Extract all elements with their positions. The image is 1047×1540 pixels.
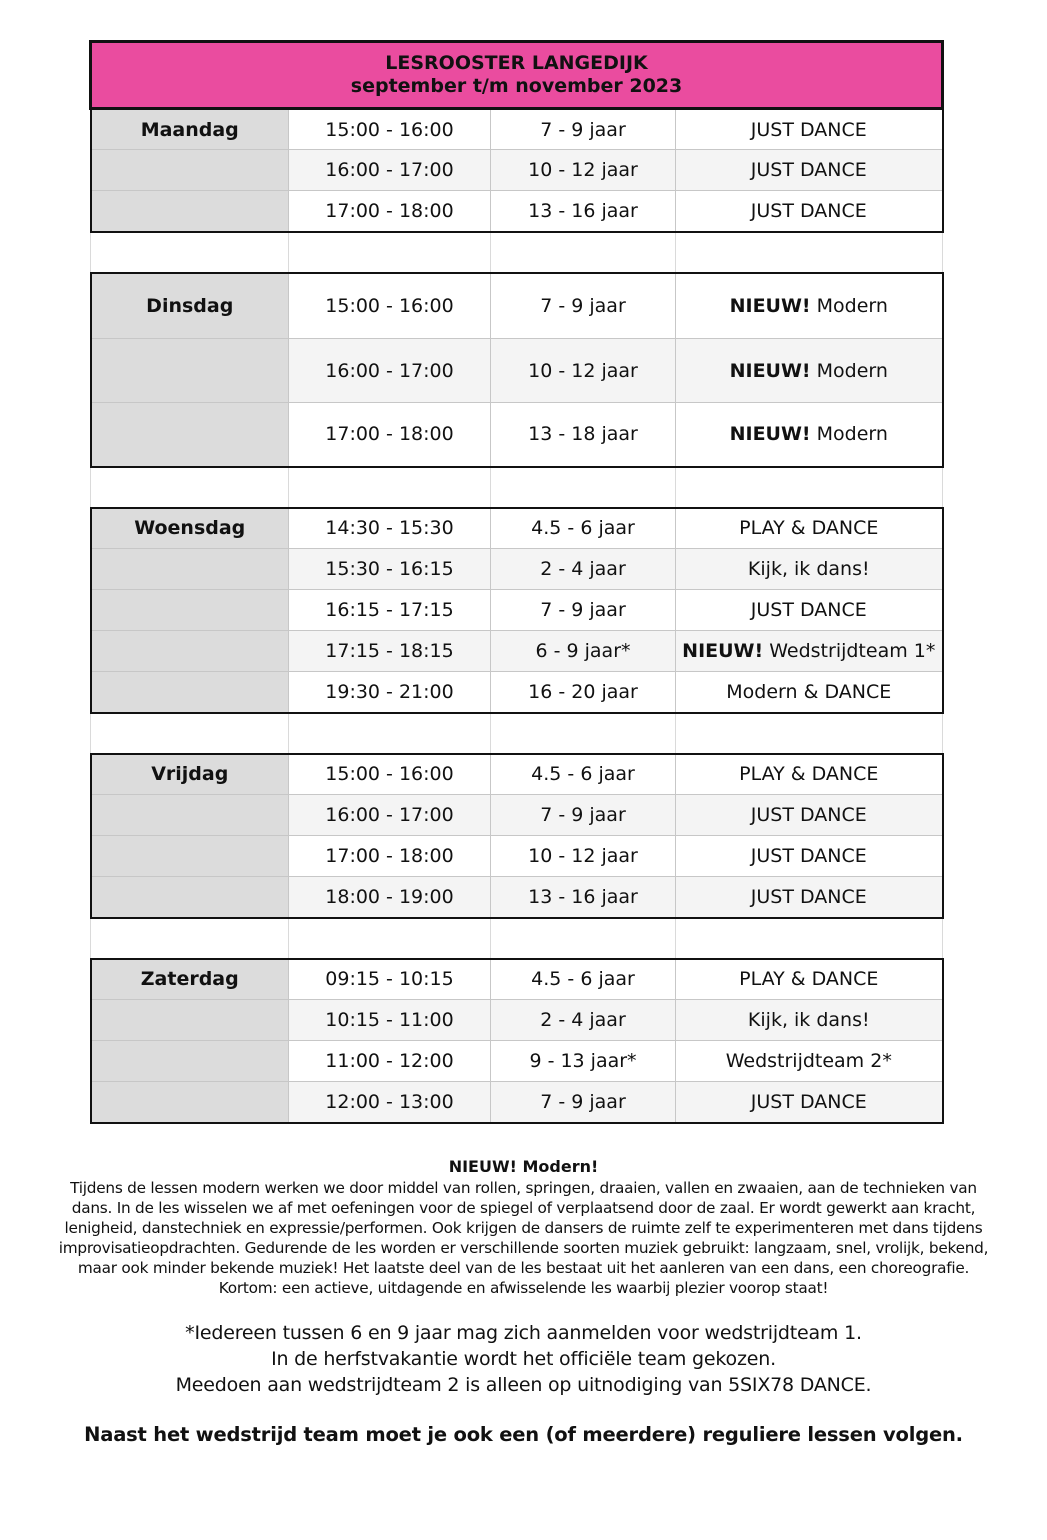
lesson-class: JUST DANCE [750,118,867,141]
notes [30,1320,1017,1398]
schedule-row [91,795,943,836]
lesson-class-cell [676,795,943,836]
note-line-3: Meedoen aan wedstrijdteam 2 is alleen op uitnodiging van 5SIX78 DANCE. [175,1374,872,1396]
lesson-class-cell [676,590,943,631]
day-cell [91,1000,289,1041]
spacer-cell [676,918,943,959]
lesson-age: 10 - 12 jaar [491,150,676,191]
schedule-table [89,40,944,1124]
spacer-cell [289,713,491,754]
day-cell [91,1082,289,1123]
lesson-class-cell [676,109,943,150]
lesson-time: 16:15 - 17:15 [289,590,491,631]
day-cell [91,1041,289,1082]
lesson-age: 2 - 4 jaar [491,549,676,590]
day-cell [91,795,289,836]
day-name: Woensdag [134,517,246,540]
lesson-age: 10 - 12 jaar [491,339,676,403]
schedule-row [91,508,943,549]
lesson-age: 9 - 13 jaar* [491,1041,676,1082]
lesson-time: 14:30 - 15:30 [289,508,491,549]
spacer-cell [289,232,491,273]
lesson-time: 15:00 - 16:00 [289,754,491,795]
lesson-time: 17:15 - 18:15 [289,631,491,672]
lesson-age: 4.5 - 6 jaar [491,959,676,1000]
spacer-row [91,232,943,273]
spacer-cell [676,467,943,508]
lesson-class-cell [676,1041,943,1082]
lesson-class-cell [676,836,943,877]
day-cell [91,109,289,150]
spacer-row [91,713,943,754]
spacer-cell [289,467,491,508]
schedule-row [91,836,943,877]
lesson-class: Modern [816,359,888,382]
day-cell [91,877,289,918]
lesson-class: JUST DANCE [750,199,867,222]
schedule-title: LESROOSTER LANGEDIJK [385,52,648,74]
day-cell [91,836,289,877]
lesson-age: 7 - 9 jaar [491,109,676,150]
spacer-cell [491,918,676,959]
day-cell [91,508,289,549]
lesson-age: 13 - 16 jaar [491,877,676,918]
lesson-age: 6 - 9 jaar* [491,631,676,672]
footer [30,1156,1017,1448]
new-badge: NIEUW! [729,359,811,382]
lesson-time: 16:00 - 17:00 [289,339,491,403]
lesson-time: 12:00 - 13:00 [289,1082,491,1123]
schedule-row [91,549,943,590]
lesson-age: 7 - 9 jaar [491,1082,676,1123]
lesson-class: PLAY & DANCE [739,517,879,540]
day-name: Vrijdag [151,763,229,786]
lesson-time: 09:15 - 10:15 [289,959,491,1000]
lesson-class-cell [676,1082,943,1123]
schedule-row [91,403,943,467]
day-cell [91,339,289,403]
lesson-time: 10:15 - 11:00 [289,1000,491,1041]
modern-description: Tijdens de lessen modern werken we door middel van rollen, springen, draaien, vallen en zwaaien, aan de technieken van dans. In de les wisselen we af met oefeningen voor de spiegel of verplaatsend door de zaal. Er wordt gewerkt aan kracht, lenigheid, danstechniek en expressie/performen. Ook krijgen de dansers de ruimte zelf te experimenteren met dans tijdens improvisatieopdrachten. Gedurende de les worden er verschillende soorten muziek gebruikt: langzaam, snel, vrolijk, bekend, maar ook minder bekende muziek! Het laatste deel van de les bestaat uit het aanleren van een dans, een choreografie. Kortom: een actieve, uitdagende en afwisselende les waarbij plezier voorop staat! [58,1179,989,1297]
lesson-age: 10 - 12 jaar [491,836,676,877]
lesson-class-cell [676,631,943,672]
spacer-cell [491,467,676,508]
lesson-class: JUST DANCE [750,159,867,181]
lesson-class: JUST DANCE [750,804,867,826]
lesson-class-cell [676,1000,943,1041]
lesson-age: 7 - 9 jaar [491,795,676,836]
note-line-2: In de herfstvakantie wordt het officiële team gekozen. [271,1348,776,1370]
schedule-title-cell [91,42,943,109]
lesson-time: 17:00 - 18:00 [289,836,491,877]
spacer-cell [491,713,676,754]
day-cell [91,959,289,1000]
lesson-class-cell [676,549,943,590]
spacer-cell [676,232,943,273]
lesson-class: JUST DANCE [750,845,867,867]
lesson-time: 11:00 - 12:00 [289,1041,491,1082]
note-line-1: *Iedereen tussen 6 en 9 jaar mag zich aanmelden voor wedstrijdteam 1. [185,1322,862,1344]
day-cell [91,631,289,672]
bold-note: Naast het wedstrijd team moet je ook een (of meerdere) reguliere lessen volgen. [84,1423,963,1446]
spacer-row [91,467,943,508]
spacer-cell [289,918,491,959]
lesson-class-cell [676,959,943,1000]
schedule-row [91,339,943,403]
day-cell [91,273,289,339]
spacer-cell [91,713,289,754]
modern-title: NIEUW! Modern! [448,1157,599,1176]
lesson-class: PLAY & DANCE [739,968,879,991]
day-cell [91,191,289,232]
new-badge: NIEUW! [729,423,811,446]
day-cell [91,590,289,631]
lesson-time: 18:00 - 19:00 [289,877,491,918]
lesson-age: 4.5 - 6 jaar [491,754,676,795]
schedule-row [91,877,943,918]
schedule-row [91,191,943,232]
schedule-row [91,631,943,672]
schedule-row [91,109,943,150]
lesson-class-cell [676,191,943,232]
lesson-class-cell [676,508,943,549]
lesson-class: Wedstrijdteam 2* [725,1050,892,1072]
day-name: Maandag [140,118,239,141]
schedule-header [91,42,943,109]
lesson-class: JUST DANCE [750,599,867,621]
schedule-row [91,959,943,1000]
lesson-class: Wedstrijdteam 1* [769,640,936,662]
lesson-class: JUST DANCE [750,1090,867,1113]
spacer-row [91,918,943,959]
lesson-age: 16 - 20 jaar [491,672,676,713]
schedule-row [91,1000,943,1041]
schedule-row [91,1082,943,1123]
new-badge: NIEUW! [682,640,764,662]
lesson-class-cell [676,754,943,795]
spacer-cell [676,713,943,754]
schedule-row [91,273,943,339]
day-cell [91,403,289,467]
day-cell [91,672,289,713]
day-name: Zaterdag [140,968,239,991]
schedule-row [91,754,943,795]
schedule-subtitle: september t/m november 2023 [350,75,683,97]
lesson-class-cell [676,339,943,403]
lesson-time: 16:00 - 17:00 [289,795,491,836]
lesson-time: 16:00 - 17:00 [289,150,491,191]
day-name: Dinsdag [146,294,234,317]
lesson-class: PLAY & DANCE [739,763,879,786]
lesson-age: 7 - 9 jaar [491,590,676,631]
schedule-row [91,1041,943,1082]
lesson-time: 15:00 - 16:00 [289,109,491,150]
new-badge: NIEUW! [729,294,811,317]
spacer-cell [91,467,289,508]
lesson-class: Modern [816,423,888,446]
lesson-class: JUST DANCE [750,885,867,908]
lesson-age: 2 - 4 jaar [491,1000,676,1041]
lesson-age: 13 - 16 jaar [491,191,676,232]
lesson-time: 15:30 - 16:15 [289,549,491,590]
day-cell [91,549,289,590]
schedule-row [91,590,943,631]
lesson-class-cell [676,877,943,918]
lesson-age: 13 - 18 jaar [491,403,676,467]
day-cell [91,150,289,191]
lesson-time: 19:30 - 21:00 [289,672,491,713]
lesson-class: Kijk, ik dans! [747,558,870,580]
lesson-class: Kijk, ik dans! [747,1009,870,1031]
day-cell [91,754,289,795]
lesson-age: 4.5 - 6 jaar [491,508,676,549]
lesson-age: 7 - 9 jaar [491,273,676,339]
lesson-class-cell [676,403,943,467]
lesson-class-cell [676,273,943,339]
lesson-class-cell [676,150,943,191]
lesson-class: Modern [816,294,888,317]
lesson-time: 15:00 - 16:00 [289,273,491,339]
lesson-class-cell [676,672,943,713]
lesson-class: Modern & DANCE [726,680,892,703]
spacer-cell [91,918,289,959]
lesson-time: 17:00 - 18:00 [289,403,491,467]
schedule-row [91,672,943,713]
spacer-cell [491,232,676,273]
lesson-time: 17:00 - 18:00 [289,191,491,232]
schedule-row [91,150,943,191]
schedule-body [91,42,943,1123]
spacer-cell [91,232,289,273]
